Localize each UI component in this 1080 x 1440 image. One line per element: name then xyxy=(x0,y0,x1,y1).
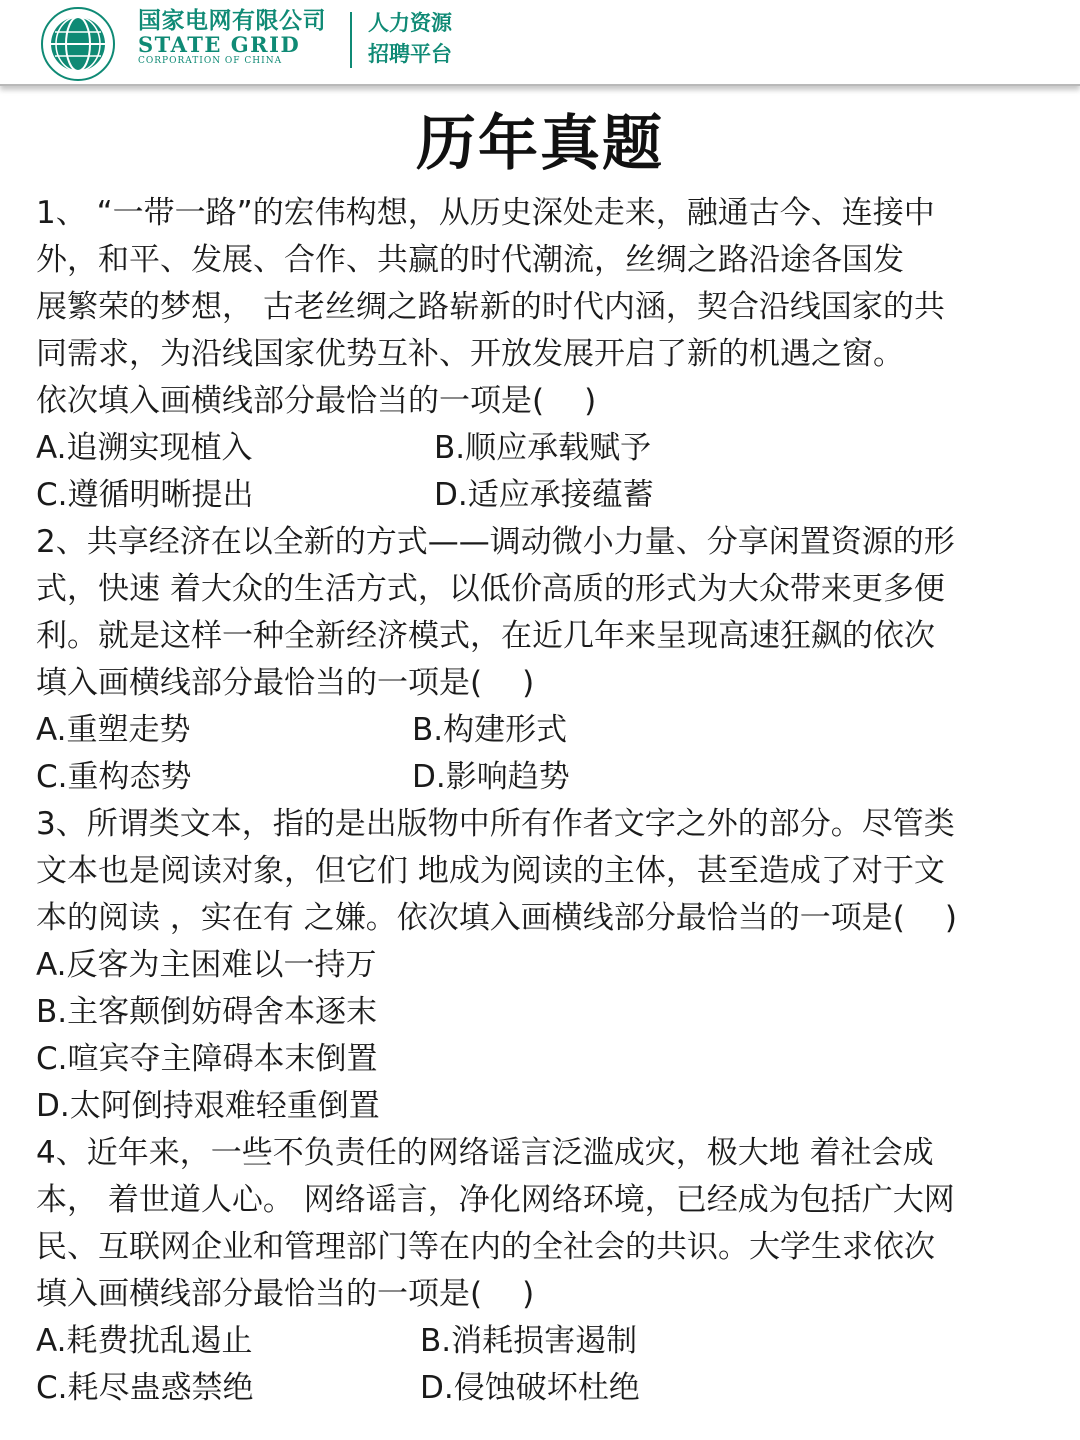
header-bar xyxy=(0,0,1080,86)
question-1-line-1: 1、 “一带一路”的宏伟构想，从历史深处走来，融通古今、连接中 xyxy=(36,195,935,231)
page-title: 历年真题 xyxy=(416,109,664,179)
question-1-option-b: B.顺应承载赋予 xyxy=(434,430,652,466)
question-2-options-row-2 xyxy=(36,754,1048,801)
question-1-options-row-2 xyxy=(36,472,1048,519)
question-1-prompt xyxy=(36,378,1048,425)
question-4-option-b: B.消耗损害遏制 xyxy=(420,1323,638,1359)
question-1-option-d: D.适应承接蕴蓄 xyxy=(434,477,654,513)
platform-line-1: 人力资源 xyxy=(368,11,452,35)
question-4-line-1: 4、近年来，一些不负责任的网络谣言泛滥成灾，极大地 着社会成 xyxy=(36,1135,934,1171)
question-2-close-paren: ) xyxy=(522,665,535,701)
question-4-prompt-text: 填入画横线部分最恰当的一项是( xyxy=(36,1276,483,1312)
question-2 xyxy=(36,519,1048,801)
question-4-prompt xyxy=(36,1271,1048,1318)
question-2-line-3: 利。就是这样一种全新经济模式，在近几年来呈现高速狂飙的依次 xyxy=(36,618,935,654)
question-3-option-c: C.喧宾夺主障碍本末倒置 xyxy=(36,1041,378,1077)
question-3-prompt-text: 本的阅读 ，实在有 之嫌。依次填入画横线部分最恰当的一项是( xyxy=(36,900,905,936)
state-grid-globe-logo xyxy=(40,6,116,82)
question-4-options-row-1 xyxy=(36,1318,1048,1365)
question-4-line-3: 民、互联网企业和管理部门等在内的全社会的共识。大学生求依次 xyxy=(36,1229,935,1265)
question-3 xyxy=(36,801,1048,1130)
question-4-option-c: C.耗尽蛊惑禁绝 xyxy=(36,1370,254,1406)
question-1-line-4: 同需求，为沿线国家优势互补、开放发展开启了新的机遇之窗。 xyxy=(36,336,904,372)
question-2-line-1: 2、共享经济在以全新的方式——调动微小力量、分享闲置资源的形 xyxy=(36,524,955,560)
question-2-options-row-1 xyxy=(36,707,1048,754)
question-3-line-1: 3、所谓类文本，指的是出版物中所有作者文字之外的部分。尽管类 xyxy=(36,806,955,842)
question-1-close-paren: ) xyxy=(584,383,597,419)
brand-divider xyxy=(350,12,352,68)
platform-line-2: 招聘平台 xyxy=(368,42,452,66)
question-4 xyxy=(36,1130,1048,1412)
question-1-option-a: A.追溯实现植入 xyxy=(36,430,253,466)
question-1 xyxy=(36,190,1048,519)
brand-block xyxy=(138,8,326,66)
question-2-option-c: C.重构态势 xyxy=(36,759,192,795)
question-1-options-row-1 xyxy=(36,425,1048,472)
question-1-prompt-text: 依次填入画横线部分最恰当的一项是( xyxy=(36,383,545,419)
brand-cn-name: 国家电网有限公司 xyxy=(138,8,326,34)
question-3-option-b: B.主客颠倒妨碍舍本逐末 xyxy=(36,994,378,1030)
question-3-close-paren: ) xyxy=(944,900,957,936)
question-list xyxy=(36,190,1048,1412)
question-2-option-b: B.构建形式 xyxy=(412,712,568,748)
question-1-line-3: 展繁荣的梦想， 古老丝绸之路崭新的时代内涵，契合沿线国家的共 xyxy=(36,289,945,325)
question-3-option-a: A.反客为主困难以一持万 xyxy=(36,947,377,983)
question-2-option-a: A.重塑走势 xyxy=(36,712,191,748)
question-4-option-d: D.侵蚀破坏杜绝 xyxy=(420,1370,640,1406)
question-2-prompt-text: 填入画横线部分最恰当的一项是( xyxy=(36,665,483,701)
question-4-options-row-2 xyxy=(36,1365,1048,1412)
question-4-line-2: 本， 着世道人心。 网络谣言，净化网络环境，已经成为包括广大网 xyxy=(36,1182,955,1218)
question-2-prompt xyxy=(36,660,1048,707)
question-3-line-2: 文本也是阅读对象，但它们 地成为阅读的主体，甚至造成了对于文 xyxy=(36,853,945,889)
question-2-line-2: 式，快速 着大众的生活方式，以低价高质的形式为大众带来更多便 xyxy=(36,571,945,607)
question-1-line-2: 外，和平、发展、合作、共赢的时代潮流，丝绸之路沿途各国发 xyxy=(36,242,904,278)
question-4-close-paren: ) xyxy=(522,1276,535,1312)
platform-label xyxy=(368,8,452,70)
brand-en-name: STATE GRID xyxy=(138,32,301,57)
question-4-option-a: A.耗费扰乱遏止 xyxy=(36,1323,253,1359)
question-1-option-c: C.遵循明晰提出 xyxy=(36,477,254,513)
question-3-prompt xyxy=(36,895,1048,942)
question-2-option-d: D.影响趋势 xyxy=(412,759,570,795)
brand-corp-name: CORPORATION OF CHINA xyxy=(138,56,283,66)
question-3-option-d: D.太阿倒持艰难轻重倒置 xyxy=(36,1088,380,1124)
